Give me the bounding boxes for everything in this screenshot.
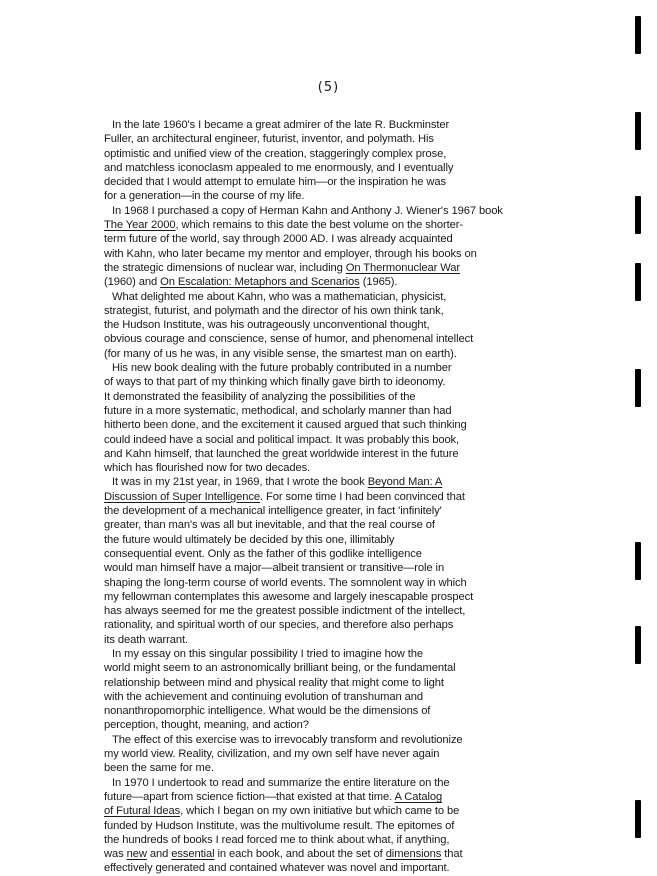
text-line xyxy=(104,776,624,790)
page-number: (5) xyxy=(317,80,340,95)
text-line xyxy=(104,433,624,447)
text-line xyxy=(104,275,624,289)
text-line xyxy=(104,318,624,332)
text-line xyxy=(104,604,624,618)
text-line xyxy=(104,861,624,875)
margin-mark xyxy=(635,16,641,54)
text-line xyxy=(104,718,624,732)
text-segment: nonanthropomorphic intelligence. What would be the dimensions of xyxy=(104,705,431,718)
text-segment: of ways to that part of my thinking which finally gave birth to ideonomy. xyxy=(104,376,446,389)
text-segment: rationality, and spiritual worth of our species, and therefore also perhaps xyxy=(104,619,454,632)
text-segment: funded by Hudson Institute, was the multivolume result. The epitomes of xyxy=(104,819,455,832)
text-segment: and xyxy=(146,848,172,861)
margin-mark xyxy=(635,196,641,234)
text-line xyxy=(104,676,624,690)
text-segment: It was in my 21st year, in 1969, that I wrote the book xyxy=(112,476,368,489)
underlined-title: Beyond Man: A xyxy=(367,476,443,489)
text-line xyxy=(104,790,624,804)
text-line xyxy=(104,232,624,246)
text-segment: with the achievement and continuing evolution of transhuman and xyxy=(104,690,423,703)
text-line xyxy=(104,661,624,675)
text-line xyxy=(104,261,624,275)
text-segment: my world view. Reality, civilization, and my own self have never again xyxy=(104,748,440,761)
text-segment: The effect of this exercise was to irrevocably transform and revolutionize xyxy=(112,733,463,746)
text-segment: the strategic dimensions of nuclear war, including xyxy=(104,261,346,274)
text-line xyxy=(104,819,624,833)
text-line xyxy=(104,747,624,761)
text-segment: future—apart from science fiction—that existed at that time. xyxy=(104,790,395,803)
margin-mark xyxy=(635,369,641,407)
text-line xyxy=(104,332,624,346)
text-body xyxy=(104,118,624,876)
text-segment: (1960) and xyxy=(104,276,161,289)
text-segment: world might seem to an astronomically brilliant being, or the fundamental xyxy=(104,662,456,675)
text-line xyxy=(104,461,624,475)
text-line xyxy=(104,161,624,175)
text-segment: decided that I would attempt to emulate him—or the inspiration he was xyxy=(104,176,446,189)
text-line xyxy=(104,704,624,718)
text-segment: that xyxy=(441,848,463,861)
text-segment: Fuller, an architectural engineer, futurist, inventor, and polymath. His xyxy=(104,133,434,146)
text-segment: In the late 1960's I became a great admirer of the late R. Buckminster xyxy=(112,119,450,131)
text-line xyxy=(104,690,624,704)
underlined-title: On Escalation: Metaphors and Scenarios xyxy=(160,276,360,289)
text-line xyxy=(104,175,624,189)
margin-mark xyxy=(635,263,641,301)
text-segment: the future would ultimately be decided by this one, illimitably xyxy=(104,533,395,546)
text-segment: (for many of us he was, in any visible sense, the smartest man on earth). xyxy=(104,347,457,360)
text-segment: for a generation—in the course of my life. xyxy=(104,190,305,203)
text-segment: the Hudson Institute, was his outrageously unconventional thought, xyxy=(104,319,430,332)
text-segment: effectively generated and contained whatever was novel and important. xyxy=(104,862,450,875)
underlined-title: On Thermonuclear War xyxy=(345,261,461,274)
text-line xyxy=(104,561,624,575)
text-line xyxy=(104,447,624,461)
text-line xyxy=(104,204,624,218)
text-segment: in each book, and about the set of xyxy=(214,848,386,861)
text-line xyxy=(104,547,624,561)
text-segment: In 1970 I undertook to read and summarize the entire literature on the xyxy=(112,776,450,789)
text-segment: perception, thought, meaning, and action? xyxy=(104,719,309,732)
text-segment: (1965). xyxy=(359,276,398,289)
underlined-title: of Futural Ideas xyxy=(104,805,181,818)
text-segment: optimistic and unified view of the creation, staggeringly complex prose, xyxy=(104,147,447,160)
text-segment: with Kahn, who later became my mentor and employer, through his books on xyxy=(104,247,477,260)
underlined-title: Discussion of Super Intelligence xyxy=(104,490,260,503)
text-line xyxy=(104,118,624,132)
text-line xyxy=(104,733,624,747)
text-segment: term future of the world, say through 2000 AD. I was already acquainted xyxy=(104,233,453,246)
text-line xyxy=(104,533,624,547)
text-segment: In my essay on this singular possibility I tried to imagine how the xyxy=(112,647,424,660)
underlined-title: The Year 2000 xyxy=(104,219,176,232)
text-line xyxy=(104,590,624,604)
text-segment: future in a more systematic, methodical, and scholarly manner than had xyxy=(104,404,452,417)
text-segment: would man himself have a major—albeit transient or transitive—role in xyxy=(104,562,445,575)
margin-mark xyxy=(635,112,641,150)
text-line xyxy=(104,833,624,847)
text-line xyxy=(104,618,624,632)
text-segment: consequential event. Only as the father of this godlike intelligence xyxy=(104,547,422,560)
margin-mark xyxy=(635,542,641,580)
text-segment: shaping the long-term course of world events. The somnolent way in which xyxy=(104,576,467,589)
text-segment: my fellowman contemplates this awesome and largely inescapable prospect xyxy=(104,590,474,603)
text-line xyxy=(104,304,624,318)
margin-mark xyxy=(635,800,641,838)
text-line xyxy=(104,247,624,261)
text-line xyxy=(104,218,624,232)
text-line xyxy=(104,475,624,489)
text-segment: has always seemed for me the greatest possible indictment of the intellect, xyxy=(104,605,466,618)
text-segment: hitherto been done, and the excitement it caused argued that such thinking xyxy=(104,419,467,432)
text-line xyxy=(104,490,624,504)
text-segment: strategist, futurist, and polymath and the director of his own think tank, xyxy=(104,304,444,317)
underlined-title: essential xyxy=(171,848,215,861)
text-segment: the hundreds of books I read forced me to think about what, if anything, xyxy=(104,833,450,846)
text-line xyxy=(104,647,624,661)
text-segment: What delighted me about Kahn, who was a mathematician, physicist, xyxy=(112,290,447,303)
text-segment: greater, than man's was all but inevitable, and that the real course of xyxy=(104,519,435,532)
text-segment: been the same for me. xyxy=(104,762,214,775)
text-line xyxy=(104,576,624,590)
text-line xyxy=(104,404,624,418)
text-segment: which has flourished now for two decades. xyxy=(104,462,311,475)
text-line xyxy=(104,132,624,146)
underlined-title: dimensions xyxy=(385,848,442,861)
text-line xyxy=(104,847,624,861)
text-line xyxy=(104,518,624,532)
text-line xyxy=(104,290,624,304)
text-segment: relationship between mind and physical reality that might come to light xyxy=(104,676,444,689)
text-line xyxy=(104,347,624,361)
text-segment: . For some time I had been convinced that xyxy=(260,490,465,503)
underlined-title: new xyxy=(126,848,147,861)
text-segment: obvious courage and conscience, sense of humor, and phenomenal intellect xyxy=(104,333,474,346)
margin-mark xyxy=(635,626,641,664)
text-segment: It demonstrated the feasibility of analyzing the possibilities of the xyxy=(104,390,416,403)
text-segment: In 1968 I purchased a copy of Herman Kahn and Anthony J. Wiener's 1967 book xyxy=(112,204,503,217)
text-segment: its death warrant. xyxy=(104,633,189,646)
text-segment: was xyxy=(104,848,127,861)
text-segment: the development of a mechanical intelligence greater, in fact 'infinitely' xyxy=(104,505,442,518)
text-line xyxy=(104,189,624,203)
text-segment: could indeed have a social and political impact. It was probably this book, xyxy=(104,433,460,446)
text-segment: and Kahn himself, that launched the great worldwide interest in the future xyxy=(104,447,459,460)
text-line xyxy=(104,633,624,647)
underlined-title: A Catalog xyxy=(394,790,443,803)
text-segment: , which I began on my own initiative but which came to be xyxy=(180,805,460,818)
text-line xyxy=(104,147,624,161)
text-line xyxy=(104,361,624,375)
text-line xyxy=(104,418,624,432)
text-line xyxy=(104,504,624,518)
text-segment: , which remains to this date the best volume on the shorter- xyxy=(175,219,463,232)
text-line xyxy=(104,761,624,775)
text-line xyxy=(104,375,624,389)
text-segment: His new book dealing with the future probably contributed in a number xyxy=(112,362,452,375)
text-line xyxy=(104,390,624,404)
text-segment: and matchless iconoclasm appealed to me enormously, and I eventually xyxy=(104,161,454,174)
text-line xyxy=(104,804,624,818)
